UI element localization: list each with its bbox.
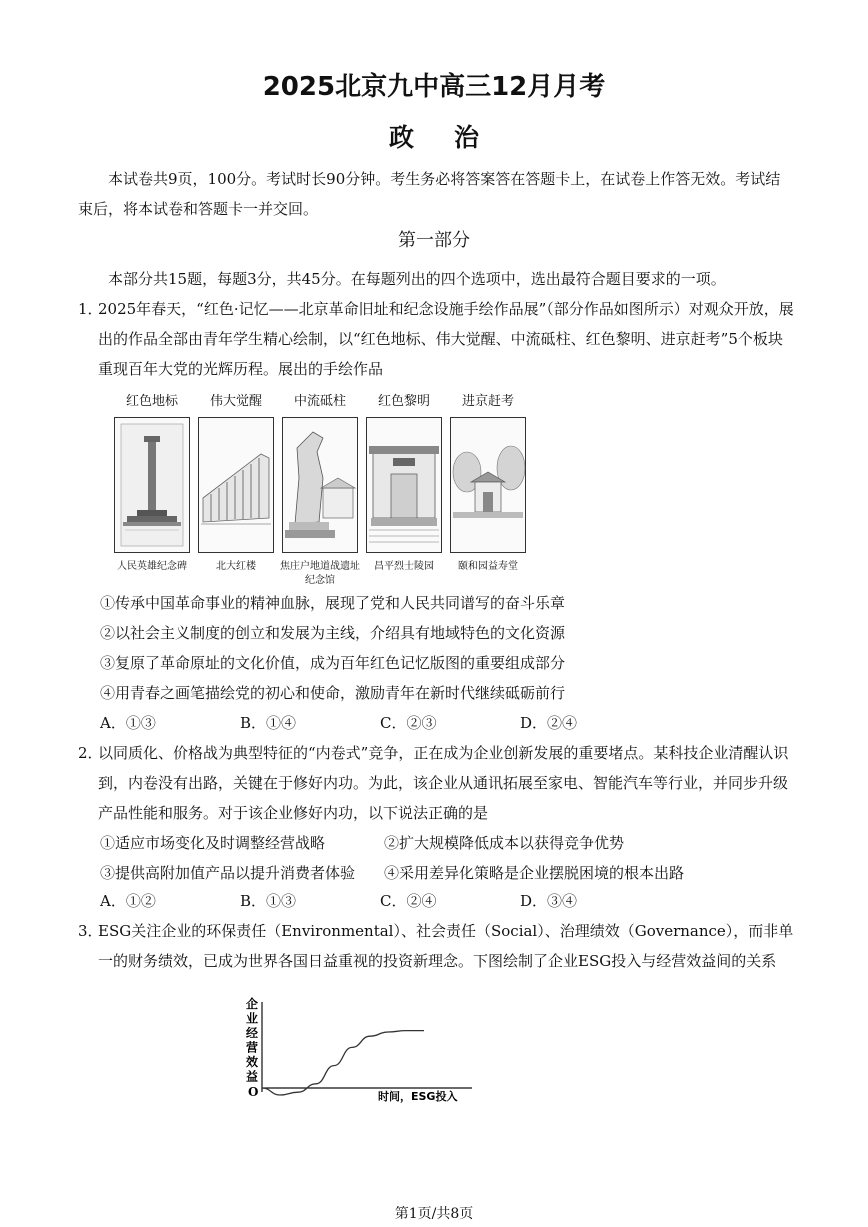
picture-caption: 焦庄户地道战遗址纪念馆 bbox=[280, 561, 360, 586]
q2-statement-1: ①适应市场变化及时调整经营战略 bbox=[100, 834, 326, 852]
monument-drawing bbox=[114, 417, 190, 553]
chart-y-label-char: 经 bbox=[246, 1026, 259, 1040]
q2-statements-row-1 bbox=[100, 828, 668, 858]
picture-section-label: 红色地标 bbox=[125, 394, 178, 409]
q2-statements-row-2 bbox=[100, 858, 685, 888]
picture-caption: 北大红楼 bbox=[216, 561, 256, 572]
chart-y-label-char: 业 bbox=[246, 1011, 259, 1026]
question-stem: ESG关注企业的环保责任（Environmental）、社会责任（Social）、治理绩效（Governance），而非单一的财务绩效，已成为世界各国日益重视的投资新理念。下图绘制了企业ESG投入与经营效益间的关系 bbox=[98, 922, 794, 970]
choice-c[interactable]: C．②③ bbox=[380, 714, 437, 732]
part-one-title: 第一部分 bbox=[398, 230, 470, 251]
q2-statement-3: ③提供高附加值产品以提升消费者体验 bbox=[100, 864, 356, 882]
question-number: 3． bbox=[78, 922, 103, 940]
question-stem: 以同质化、价格战为典型特征的“内卷式”竞争，正在成为企业创新发展的重要堵点。某科技企业清醒认识到，内卷没有出路，关键在于修好内功。为此，该企业从通讯拓展至家电、智能汽车等行业，并同步升级产品性能和服务。对于该企业修好内功，以下说法正确的是 bbox=[98, 744, 789, 822]
q1-statement-2: ②以社会主义制度的创立和发展为主线，介绍具有地域特色的文化资源 bbox=[100, 624, 566, 642]
picture-section-label: 进京赶考 bbox=[461, 394, 514, 409]
chart-y-label-char: 企 bbox=[246, 997, 259, 1011]
picture-section-label: 伟大觉醒 bbox=[209, 394, 262, 409]
chart-y-label-char: 营 bbox=[246, 1040, 259, 1055]
question-number: 2． bbox=[78, 744, 103, 762]
q1-statement-3: ③复原了革命原址的文化价值，成为百年红色记忆版图的重要组成部分 bbox=[100, 654, 566, 672]
chart-y-label-char: 效 bbox=[246, 1055, 259, 1069]
picture-section-label: 红色黎明 bbox=[377, 394, 430, 409]
q1-choices bbox=[100, 708, 700, 738]
exhibition-pictures bbox=[110, 390, 550, 590]
chart-series-line bbox=[262, 1031, 424, 1095]
q2-choices bbox=[100, 886, 700, 916]
exam-subject: 政治 bbox=[388, 123, 519, 152]
esg-chart bbox=[236, 996, 486, 1108]
choice-d[interactable]: D．②④ bbox=[520, 714, 578, 732]
choice-a[interactable]: A．①③ bbox=[100, 714, 156, 732]
question-number: 1． bbox=[78, 300, 103, 318]
exam-title: 2025北京九中高三12月月考 bbox=[262, 72, 606, 102]
tunnel-memorial-drawing bbox=[282, 417, 358, 553]
choice-d[interactable]: D．③④ bbox=[520, 892, 578, 910]
exam-intro: 本试卷共9页，100分。考试时长90分钟。考生务必将答案答在答题卡上，在试卷上作答无效。考试结束后，将本试卷和答题卡一并交回。 bbox=[78, 170, 781, 218]
q1-statement-1: ①传承中国革命事业的精神血脉，展现了党和人民共同谱写的奋斗乐章 bbox=[100, 594, 566, 612]
red-building-drawing bbox=[198, 417, 274, 553]
part-one-instructions: 本部分共15题，每题3分，共45分。在每题列出的四个选项中，选出最符合题目要求的一项。 bbox=[108, 270, 726, 288]
chart-origin-label: O bbox=[248, 1085, 259, 1099]
cemetery-drawing bbox=[366, 417, 442, 553]
q2-statement-4: ④采用差异化策略是企业摆脱困境的根本出路 bbox=[384, 864, 685, 882]
q2-statement-2: ②扩大规模降低成本以获得竞争优势 bbox=[384, 834, 625, 852]
question-stem: 2025年春天，“红色·记忆——北京革命旧址和纪念设施手绘作品展”（部分作品如图所示）对观众开放，展出的作品全部由青年学生精心绘制，以“红色地标、伟大觉醒、中流砥柱、红色黎明、进京赶考”5个板块重现百年大党的光辉历程。展出的手绘作品 bbox=[98, 300, 794, 378]
chart-y-label-char: 益 bbox=[246, 1069, 259, 1084]
picture-section-label: 中流砥柱 bbox=[293, 394, 346, 409]
chart-x-label: 时间，ESG投入 bbox=[378, 1090, 458, 1103]
picture-caption: 昌平烈士陵园 bbox=[374, 561, 434, 572]
q1-statement-4: ④用青春之画笔描绘党的初心和使命，激励青年在新时代继续砥砺前行 bbox=[100, 684, 566, 702]
question-3 bbox=[78, 916, 794, 976]
summer-palace-drawing bbox=[450, 417, 526, 553]
picture-caption: 颐和园益寿堂 bbox=[458, 561, 518, 572]
page-footer: 第1页/共8页 bbox=[394, 1206, 474, 1222]
choice-c[interactable]: C．②④ bbox=[380, 892, 437, 910]
question-1 bbox=[78, 294, 794, 384]
picture-caption: 人民英雄纪念碑 bbox=[117, 561, 187, 572]
choice-b[interactable]: B．①③ bbox=[240, 892, 297, 910]
choice-a[interactable]: A．①② bbox=[100, 892, 156, 910]
choice-b[interactable]: B．①④ bbox=[240, 714, 297, 732]
chart-y-label bbox=[246, 996, 258, 1084]
question-2 bbox=[78, 738, 794, 828]
